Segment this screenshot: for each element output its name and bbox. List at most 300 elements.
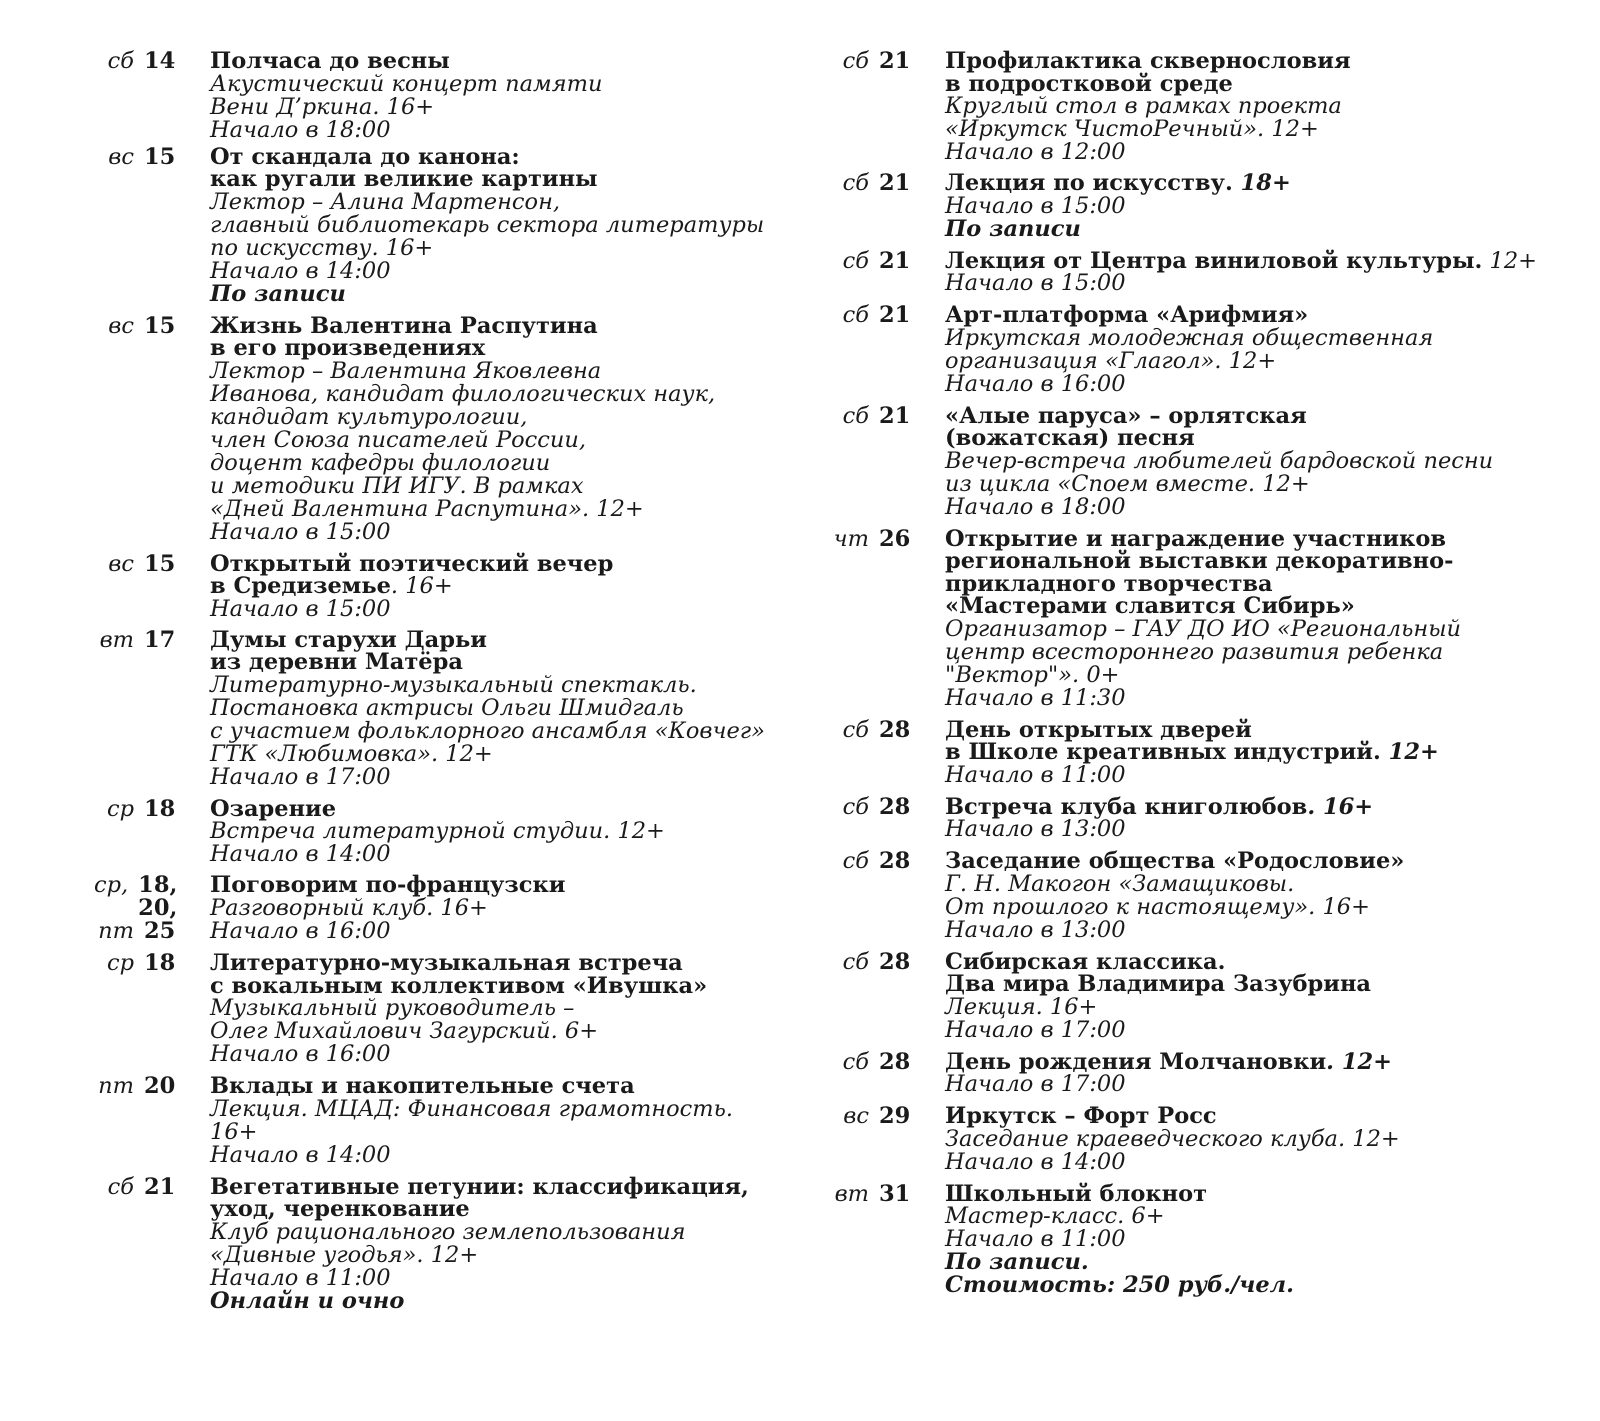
event-details [210, 550, 770, 622]
event-date-block [94, 143, 204, 170]
event-title-line [945, 850, 1595, 873]
event-info-line: Начало в 14:00 [210, 841, 391, 867]
event-date [805, 1048, 945, 1075]
event-note: По записи [210, 280, 346, 307]
event-title-line [210, 312, 770, 339]
date-row [829, 716, 939, 743]
event-entry [50, 550, 770, 622]
event-title-line [945, 550, 1595, 573]
weekday: ср [106, 795, 134, 822]
event-title-line [945, 973, 1595, 996]
event-entry [805, 850, 1595, 942]
event-info-line: Начало в 11:00 [945, 761, 1126, 788]
event-date-block [829, 1180, 939, 1207]
event-info-line: Начало в 18:00 [210, 116, 391, 143]
event-date [50, 874, 210, 943]
event-entry [50, 143, 770, 307]
event-details [210, 795, 770, 867]
date-row [94, 952, 204, 975]
day-number: 28 [879, 948, 911, 975]
event-info-line: Акустический концерт памяти [210, 70, 603, 97]
weekday: вс [108, 143, 134, 170]
event-entry [50, 874, 770, 943]
date-row [94, 1075, 204, 1098]
day-number: 15 [144, 143, 176, 170]
event-entry [50, 626, 770, 790]
event-details [210, 1173, 770, 1314]
event-title-text: Школьный блокнот [945, 1180, 1208, 1207]
event-info-line: из цикла «Споем вместе. 12+ [945, 470, 1310, 497]
event-info-line: Заседание краеведческого клуба. 12+ [945, 1125, 1400, 1152]
event-details [945, 50, 1595, 164]
event-info-line: с участием фольклорного ансамбля «Ковчег» [210, 717, 765, 744]
event-title-line [210, 168, 770, 191]
weekday: сб [842, 948, 869, 975]
event-info-line: Организатор – ГАУ ДО ИО «Региональный [945, 615, 1462, 642]
event-date-block [829, 948, 939, 975]
event-info-line: Начало в 14:00 [210, 1141, 391, 1168]
event-title-line [945, 247, 1595, 274]
event-info-line: Начало в 16:00 [945, 370, 1126, 397]
weekday: чт [833, 525, 869, 552]
event-date-block [829, 50, 939, 73]
event-info-line: и методики ПИ ИГУ. В рамках [210, 472, 584, 499]
event-title-text: Лекция по искусству. [945, 170, 1233, 196]
event-details [210, 952, 770, 1066]
event-date-block [94, 50, 204, 73]
day-number: 18, 20, [138, 872, 178, 921]
event-info-line: организация «Глагол». 12+ [945, 347, 1277, 374]
event-info-line: "Вектор"». 0+ [945, 661, 1120, 688]
event-date-block [829, 1105, 939, 1128]
event-entry [50, 1173, 770, 1314]
event-info-line: Вени Д’ркина. 16+ [210, 93, 435, 120]
event-entry [805, 50, 1595, 164]
event-date-block [829, 402, 939, 429]
weekday: сб [842, 793, 869, 820]
event-info-line: Круглый стол в рамках проекта [945, 93, 1342, 119]
weekday: сб [842, 48, 869, 74]
event-title-line [210, 874, 770, 897]
date-row [829, 1048, 939, 1075]
date-row [94, 1173, 204, 1200]
event-info-line: главный библиотекарь сектора литературы [210, 211, 765, 238]
date-row [94, 874, 204, 920]
weekday: сб [107, 1173, 134, 1200]
event-title-text: с вокальным коллективом «Ивушка» [210, 972, 708, 999]
date-row [829, 1105, 939, 1128]
event-details [210, 626, 770, 790]
event-info-line: Постановка актрисы Ольги Шмидгаль [210, 694, 684, 721]
event-info-line: Начало в 17:00 [210, 763, 391, 790]
event-entry [805, 304, 1595, 396]
day-number: 15 [144, 312, 176, 339]
event-title-text: Полчаса до весны [210, 48, 450, 74]
day-number: 25 [144, 918, 176, 944]
day-number: 17 [144, 626, 176, 653]
event-title-line [945, 1105, 1595, 1128]
event-date-block [94, 874, 204, 943]
date-row [829, 948, 939, 975]
event-title-line [945, 402, 1595, 429]
age-rating: . 16+ [390, 573, 453, 599]
date-row [94, 143, 204, 170]
event-date [50, 143, 210, 170]
event-title-line [210, 795, 770, 822]
event-date-block [829, 850, 939, 873]
event-date-block [94, 312, 204, 339]
date-row [829, 1180, 939, 1207]
event-info-line: Иркутская молодежная общественная [945, 324, 1434, 351]
event-title-line [945, 570, 1595, 597]
event-info-line: Встреча литературной студии. 12+ [210, 818, 665, 844]
event-title-line [210, 550, 770, 577]
event-title-text: из деревни Матёра [210, 649, 463, 675]
day-number: 28 [879, 793, 911, 820]
weekday: вт [834, 1180, 869, 1207]
day-number: 21 [879, 302, 911, 328]
event-title-text: уход, черенкование [210, 1196, 470, 1222]
event-title-line [210, 50, 770, 73]
event-info-line: Начало в 18:00 [945, 493, 1126, 520]
event-title-line [210, 1173, 770, 1200]
date-row [94, 795, 204, 822]
event-title-text: Заседание общества «Родословие» [945, 848, 1405, 874]
event-title-text: в Школе креативных индустрий. [945, 739, 1381, 765]
event-details [945, 304, 1595, 396]
event-title-line [945, 741, 1595, 764]
event-info-line: Лекция. 16+ [945, 993, 1098, 1020]
event-title-text: в его произведениях [210, 335, 486, 361]
event-details [945, 1048, 1595, 1097]
day-number: 21 [879, 247, 911, 274]
event-title-text: Иркутск – Форт Росс [945, 1103, 1217, 1129]
event-info-line: Разговорный клуб. 16+ [210, 894, 488, 921]
day-number: 21 [144, 1173, 176, 1200]
event-title-text: Открытие и награждение участников [945, 525, 1446, 552]
event-title-text: От скандала до канона: [210, 143, 520, 170]
event-title-text: Профилактика сквернословия [945, 48, 1351, 74]
event-date [805, 172, 945, 195]
left-column [50, 50, 770, 1313]
date-row [829, 172, 939, 195]
event-date [805, 1105, 945, 1128]
day-number: 14 [144, 48, 176, 74]
event-date-block [829, 716, 939, 743]
event-info-line: Начало в 11:00 [945, 1226, 1126, 1252]
event-title-text: региональной выставки декоративно- [945, 548, 1454, 574]
event-entry [805, 1180, 1595, 1298]
event-details [945, 793, 1595, 842]
event-title-line [945, 427, 1595, 450]
day-number: 28 [879, 848, 911, 874]
event-details [210, 312, 770, 545]
event-details [210, 143, 770, 307]
event-date [805, 247, 945, 274]
event-title-text: Литературно-музыкальная встреча [210, 950, 683, 976]
event-info-line: Мастер-класс. 6+ [945, 1203, 1165, 1229]
event-info-line: Иванова, кандидат филологических наук, [210, 380, 716, 407]
event-title-line [945, 1048, 1595, 1075]
event-title-text: День открытых дверей [945, 716, 1252, 743]
event-details [210, 874, 770, 943]
date-row [94, 312, 204, 339]
event-info-line: Лекция. МЦАД: Финансовая грамотность. 16+ [210, 1095, 734, 1145]
age-rating: 18+ [1232, 170, 1291, 196]
event-info-line: Литературно-музыкальный спектакль. [210, 671, 697, 698]
event-info-line: Начало в 11:00 [210, 1264, 391, 1291]
weekday: ср, [94, 872, 129, 898]
event-title-line [210, 651, 770, 674]
event-info-line: центр всестороннего развития ребенка [945, 638, 1444, 665]
day-number: 20 [144, 1073, 176, 1099]
event-info-line: ГТК «Любимовка». 12+ [210, 740, 493, 767]
day-number: 26 [879, 525, 911, 552]
event-title-line [945, 50, 1595, 73]
event-date [50, 795, 210, 822]
event-title-text: «Мастерами славится Сибирь» [945, 593, 1355, 619]
event-info-line: Начало в 15:00 [210, 595, 391, 622]
event-title-line [210, 952, 770, 975]
event-info-line: Начало в 16:00 [210, 917, 391, 944]
day-number: 28 [879, 716, 911, 743]
event-title-text: Два мира Владимира Зазубрина [945, 971, 1371, 997]
event-date [805, 850, 945, 873]
event-info-line: Начало в 17:00 [945, 1071, 1126, 1097]
day-number: 21 [879, 170, 911, 196]
event-details [210, 1075, 770, 1167]
weekday: вт [99, 626, 134, 653]
event-title-line [210, 1198, 770, 1221]
event-info-line: Начало в 15:00 [210, 518, 391, 545]
weekday: сб [107, 48, 134, 74]
date-row [829, 525, 939, 552]
date-row [94, 626, 204, 653]
weekday: ср [106, 950, 134, 976]
event-info-line: Начало в 14:00 [210, 257, 391, 284]
event-title-text: Вклады и накопительные счета [210, 1073, 635, 1099]
event-title-line [945, 595, 1595, 618]
date-row [829, 247, 939, 274]
event-date-block [829, 172, 939, 195]
date-row [829, 402, 939, 429]
day-number: 28 [879, 1048, 911, 1075]
event-date [805, 50, 945, 73]
event-title-line [945, 716, 1595, 743]
event-date-block [829, 1048, 939, 1075]
event-date-block [829, 793, 939, 820]
day-number: 29 [879, 1103, 911, 1129]
weekday: сб [842, 1048, 869, 1075]
event-note: По записи. [945, 1249, 1089, 1275]
event-date [805, 948, 945, 975]
event-title-text: Жизнь Валентина Распутина [210, 312, 598, 339]
event-info-line: «Иркутск ЧистоРечный». 12+ [945, 116, 1319, 142]
event-info-line: От прошлого к настоящему». 16+ [945, 893, 1370, 920]
event-title-line [945, 172, 1595, 195]
event-title-text: День рождения Молчановки [945, 1048, 1327, 1075]
day-number: 31 [879, 1180, 911, 1207]
event-title-line [210, 972, 770, 999]
event-details [945, 948, 1595, 1043]
event-info-line: Лектор – Алина Мартенсон, [210, 188, 561, 215]
age-rating: . 12+ [1326, 1048, 1392, 1075]
event-title-line [945, 1180, 1595, 1207]
date-row [829, 50, 939, 73]
date-row [829, 793, 939, 820]
event-info-line: член Союза писателей России, [210, 426, 586, 453]
weekday: пт [98, 918, 134, 944]
weekday: сб [842, 716, 869, 743]
event-title-line [945, 304, 1595, 327]
weekday: вс [108, 550, 134, 577]
event-entry [805, 247, 1595, 296]
event-info-line: Начало в 15:00 [945, 192, 1126, 219]
event-date [50, 50, 210, 73]
weekday: сб [842, 302, 869, 328]
event-entry [805, 525, 1595, 711]
event-info-line: Начало в 15:00 [945, 270, 1126, 296]
event-title-line [210, 575, 770, 598]
event-details [210, 50, 770, 142]
day-number: 18 [144, 950, 176, 976]
event-date [50, 626, 210, 653]
event-date-block [94, 626, 204, 653]
event-entry [805, 402, 1595, 520]
event-info-line: Г. Н. Макогон «Замащиковы. [945, 870, 1295, 897]
event-info-line: Начало в 16:00 [210, 1041, 391, 1067]
day-number: 18 [144, 795, 176, 822]
event-entry [805, 1048, 1595, 1097]
day-number: 21 [879, 48, 911, 74]
event-date-block [829, 525, 939, 552]
event-date [805, 793, 945, 820]
event-title-text: Вегетативные петунии: классификация, [210, 1173, 749, 1200]
event-date [805, 304, 945, 327]
event-title-line [945, 525, 1595, 552]
weekday: сб [842, 848, 869, 874]
event-note: Онлайн и очно [210, 1287, 405, 1314]
event-date [805, 525, 945, 552]
event-title-text: «Алые паруса» – орлятская [945, 402, 1307, 429]
event-title-text: Сибирская классика. [945, 948, 1226, 975]
event-title-line [210, 626, 770, 653]
event-title-text: Лекция от Центра виниловой культуры. [945, 247, 1483, 274]
age-rating: 12+ [1482, 247, 1538, 274]
event-entry [805, 1105, 1595, 1174]
event-date-block [94, 952, 204, 975]
event-title-text: Открытый поэтический вечер [210, 550, 614, 577]
event-date-block [94, 1173, 204, 1200]
event-info-line: по искусству. 16+ [210, 234, 434, 261]
event-date [50, 312, 210, 339]
event-date-block [94, 1075, 204, 1098]
date-row [829, 304, 939, 327]
event-title-text: как ругали великие картины [210, 166, 598, 192]
event-info-line: Начало в 12:00 [945, 139, 1126, 165]
weekday: вс [108, 312, 134, 339]
event-entry [805, 172, 1595, 241]
event-title-text: Встреча клуба книголюбов [945, 793, 1308, 820]
event-date [50, 952, 210, 975]
event-details [945, 247, 1595, 296]
right-column [805, 50, 1595, 1297]
event-info-line: Начало в 14:00 [945, 1148, 1126, 1175]
age-rating: 12+ [1380, 739, 1439, 765]
event-title-text: (вожатская) песня [945, 425, 1195, 451]
day-number: 15 [144, 550, 176, 577]
event-details [945, 850, 1595, 942]
event-note: По записи [945, 215, 1081, 242]
event-info-line: Вечер-встреча любителей бардовской песни [945, 447, 1494, 474]
event-title-text: Озарение [210, 795, 337, 822]
event-date-block [94, 550, 204, 577]
event-date [805, 1180, 945, 1207]
event-entry [805, 793, 1595, 842]
date-row [94, 50, 204, 73]
event-date-block [94, 795, 204, 822]
event-info-line: Начало в 13:00 [945, 916, 1126, 943]
event-entry [50, 50, 770, 142]
event-info-line: Начало в 17:00 [945, 1016, 1126, 1043]
date-row [94, 920, 204, 943]
event-title-line [945, 70, 1595, 97]
event-details [945, 402, 1595, 520]
event-date [50, 1173, 210, 1200]
event-entry [805, 716, 1595, 788]
event-info-line: Олег Михайлович Загурский. 6+ [210, 1018, 599, 1044]
event-entry [50, 1075, 770, 1167]
event-info-line: кандидат культурологии, [210, 403, 528, 430]
event-title-line [210, 1075, 770, 1098]
event-title-text: в подростковой среде [945, 70, 1233, 97]
event-title-line [210, 337, 770, 360]
weekday: сб [842, 402, 869, 429]
event-note: Стоимость: 250 руб./чел. [945, 1272, 1294, 1298]
event-title-text: Думы старухи Дарьи [210, 626, 487, 653]
event-title-text: Поговорим по-французски [210, 872, 566, 898]
event-details [945, 172, 1595, 241]
event-date-block [829, 247, 939, 274]
event-title-text: в Средиземье [210, 573, 391, 599]
event-date [50, 550, 210, 577]
event-details [945, 1180, 1595, 1298]
event-info-line: Начало в 13:00 [945, 816, 1126, 842]
event-details [945, 716, 1595, 788]
date-row [829, 850, 939, 873]
event-date [50, 1075, 210, 1098]
weekday: сб [842, 247, 869, 274]
event-title-line [210, 143, 770, 170]
day-number: 21 [879, 402, 911, 429]
event-title-text: Арт-платформа «Арифмия» [945, 302, 1309, 328]
weekday: вс [843, 1103, 869, 1129]
event-info-line: доцент кафедры филологии [210, 449, 551, 476]
weekday: сб [842, 170, 869, 196]
event-info-line: «Дивные угодья». 12+ [210, 1241, 479, 1268]
event-title-text: прикладного творчества [945, 570, 1273, 597]
event-title-line [945, 948, 1595, 975]
weekday: пт [98, 1073, 134, 1099]
event-entry [50, 952, 770, 1066]
date-row [94, 550, 204, 577]
age-rating: . 16+ [1307, 793, 1374, 820]
event-entry [805, 948, 1595, 1043]
event-date [805, 402, 945, 429]
event-info-line: Музыкальный руководитель – [210, 995, 575, 1021]
event-info-line: Начало в 11:30 [945, 684, 1126, 711]
event-details [945, 1105, 1595, 1174]
